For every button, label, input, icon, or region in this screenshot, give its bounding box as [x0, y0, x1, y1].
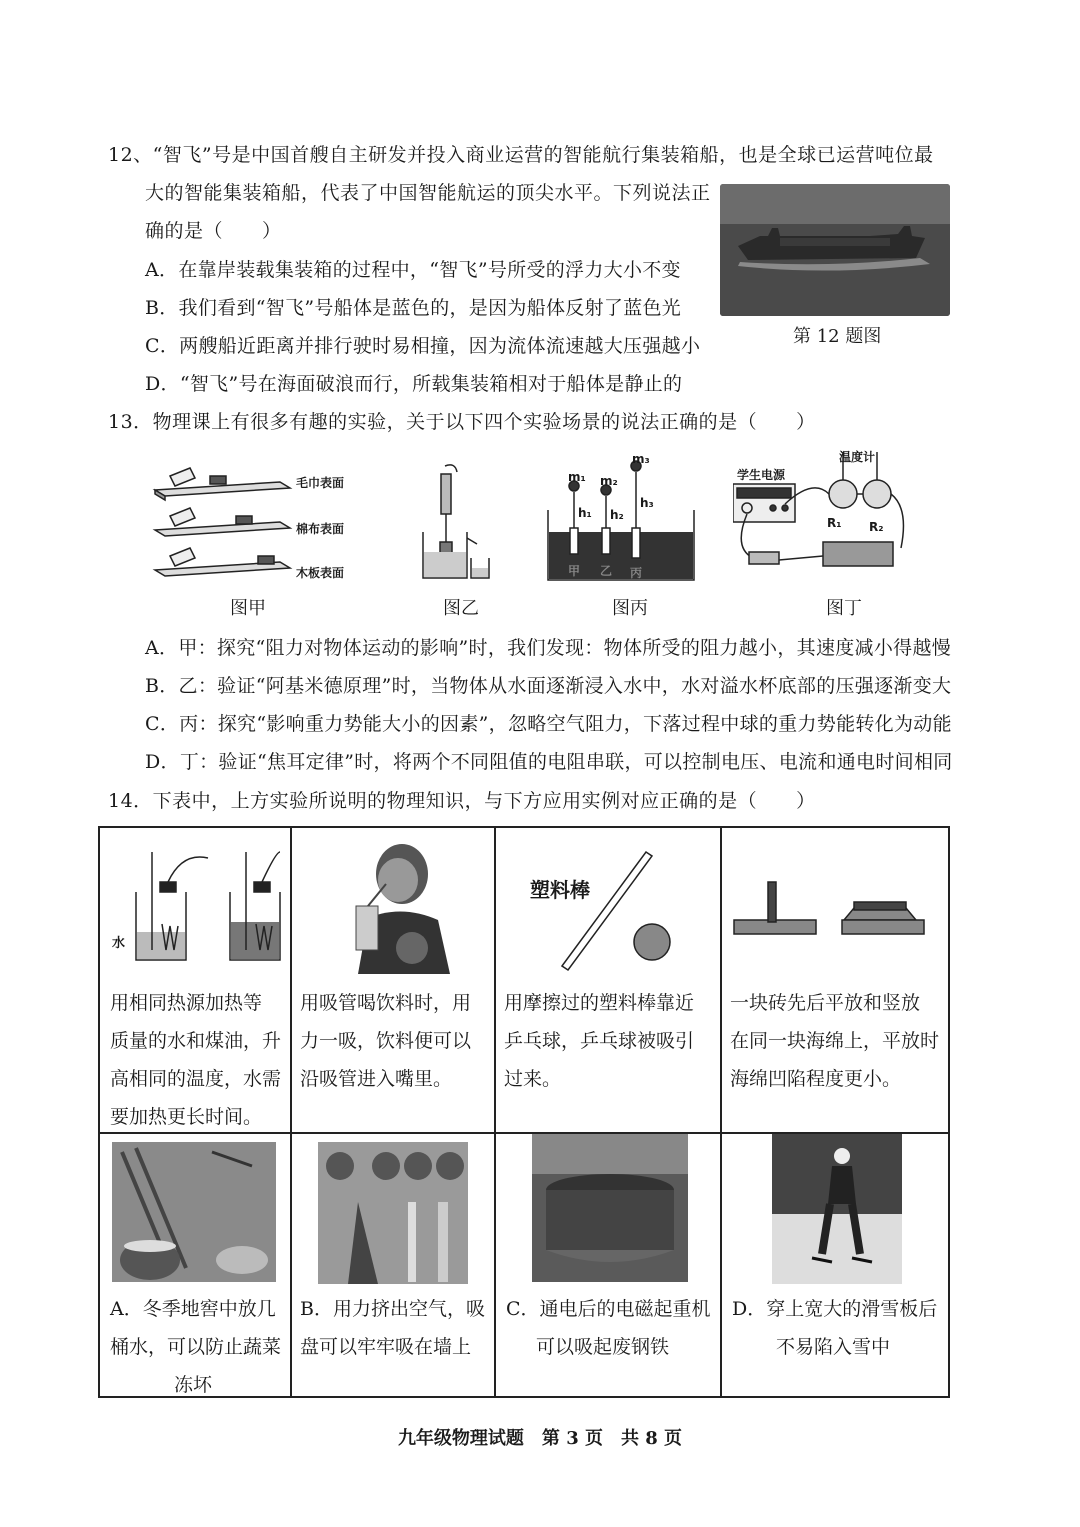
brick-sponge-figure	[730, 868, 940, 948]
q12-option-b: B．我们看到“智飞”号船体是蓝色的，是因为船体反射了蓝色光	[145, 297, 682, 319]
cellar-photo	[112, 1142, 276, 1282]
q13-option-b: B．乙：验证“阿基米德原理”时，当物体从水面逐渐浸入水中，水对溢水杯底部的压强逐渐变大	[145, 675, 952, 697]
fig-bing-jia: 甲	[568, 564, 581, 578]
fig-ding-r1-label: R₁	[827, 516, 842, 530]
fig-ding-power-label: 学生电源	[737, 468, 786, 482]
fig-bing-yi: 乙	[600, 564, 613, 578]
q13-option-d: D．丁：验证“焦耳定律”时，将两个不同阻值的电阻串联，可以控制电压、电流和通电时间相同	[145, 751, 953, 773]
q12-stem-line1: 12、“智飞”号是中国首艘自主研发并投入商业运营的智能航行集装箱船，也是全球已运营吨位最	[108, 144, 934, 166]
skier-photo	[772, 1134, 902, 1284]
fig-bing-m2: m₂	[600, 474, 618, 488]
figure-jia	[150, 462, 370, 582]
q13-option-c: C．丙：探究“影响重力势能大小的因素”，忽略空气阻力，下落过程中球的重力势能转化为动能	[145, 713, 952, 735]
figure-bing	[546, 452, 696, 584]
plastic-rod-label: 塑料棒	[530, 878, 590, 902]
q14-stem: 14．下表中，上方实验所说明的物理知识，与下方应用实例对应正确的是（ ）	[108, 790, 816, 812]
q14-table	[98, 826, 950, 1398]
fig-bing-h3: h₃	[640, 496, 654, 510]
bottom-cell-d-text: D．穿上宽大的滑雪板后 不易陷入雪中	[732, 1298, 938, 1358]
q13-option-a: A．甲：探究“阻力对物体运动的影响”时，我们发现：物体所受的阻力越小，其速度减小得越慢	[145, 637, 952, 659]
electromagnet-crane-photo	[532, 1134, 688, 1282]
beaker-heating-figure	[112, 842, 282, 962]
fig-bing-m1: m₁	[568, 470, 586, 484]
fig-jia-label-cotton: 棉布表面	[296, 522, 345, 536]
q12-stem-line3: 确的是（ ）	[145, 220, 282, 242]
plastic-rod-figure	[510, 848, 710, 978]
figure-ding	[733, 448, 913, 582]
bottom-cell-a-text: A．冬季地窖中放几 桶水，可以防止蔬菜 冻坏	[110, 1298, 282, 1396]
fig-bing-m3: m₃	[632, 452, 650, 466]
q12-figure-caption: 第 12 题图	[793, 326, 882, 347]
bottom-cell-b-text: B．用力挤出空气，吸 盘可以牢牢吸在墙上	[300, 1298, 485, 1358]
fig-bing-h2: h₂	[610, 508, 624, 522]
fig-bing-bing: 丙	[630, 566, 643, 580]
water-label: 水	[112, 936, 126, 951]
fig-ding-thermometer-label: 温度计	[839, 450, 876, 464]
q12-option-d: D．“智飞”号在海面破浪而行，所载集装箱相对于船体是静止的	[145, 373, 683, 395]
fig-jia-label-towel: 毛巾表面	[296, 476, 345, 490]
figure-yi	[415, 462, 495, 584]
top-cell-2-text: 用吸管喝饮料时，用 力一吸，饮料便可以 沿吸管进入嘴里。	[300, 992, 472, 1090]
fig-ding-r2-label: R₂	[869, 520, 884, 534]
q12-option-a: A．在靠岸装载集装箱的过程中，“智飞”号所受的浮力大小不变	[145, 259, 681, 281]
boy-straw-photo	[328, 836, 458, 974]
fig-bing-h1: h₁	[578, 506, 592, 520]
top-cell-1-text: 用相同热源加热等 质量的水和煤油，升 高相同的温度，水需 要加热更长时间。	[110, 992, 282, 1128]
figure-name-bing: 图丙	[612, 598, 648, 619]
top-cell-3-text: 用摩擦过的塑料棒靠近 乒乓球，乒乓球被吸引 过来。	[504, 992, 695, 1090]
figure-name-jia: 图甲	[230, 598, 266, 619]
suction-cup-photo	[318, 1142, 468, 1284]
ship-photo	[720, 184, 950, 316]
fig-jia-label-wood: 木板表面	[296, 566, 345, 580]
figure-name-ding: 图丁	[826, 598, 862, 619]
top-cell-4-text: 一块砖先后平放和竖放 在同一块海绵上，平放时 海绵凹陷程度更小。	[730, 992, 940, 1090]
page-footer: 九年级物理试题 第 3 页 共 8 页	[397, 1428, 683, 1449]
q12-stem-line2: 大的智能集装箱船，代表了中国智能航运的顶尖水平。下列说法正	[145, 182, 711, 204]
q12-option-c: C．两艘船近距离并排行驶时易相撞，因为流体流速越大压强越小	[145, 335, 701, 357]
figure-name-yi: 图乙	[443, 598, 479, 619]
q13-stem: 13．物理课上有很多有趣的实验，关于以下四个实验场景的说法正确的是（ ）	[108, 411, 816, 433]
bottom-cell-c-text: C．通电后的电磁起重机 可以吸起废钢铁	[506, 1298, 711, 1358]
